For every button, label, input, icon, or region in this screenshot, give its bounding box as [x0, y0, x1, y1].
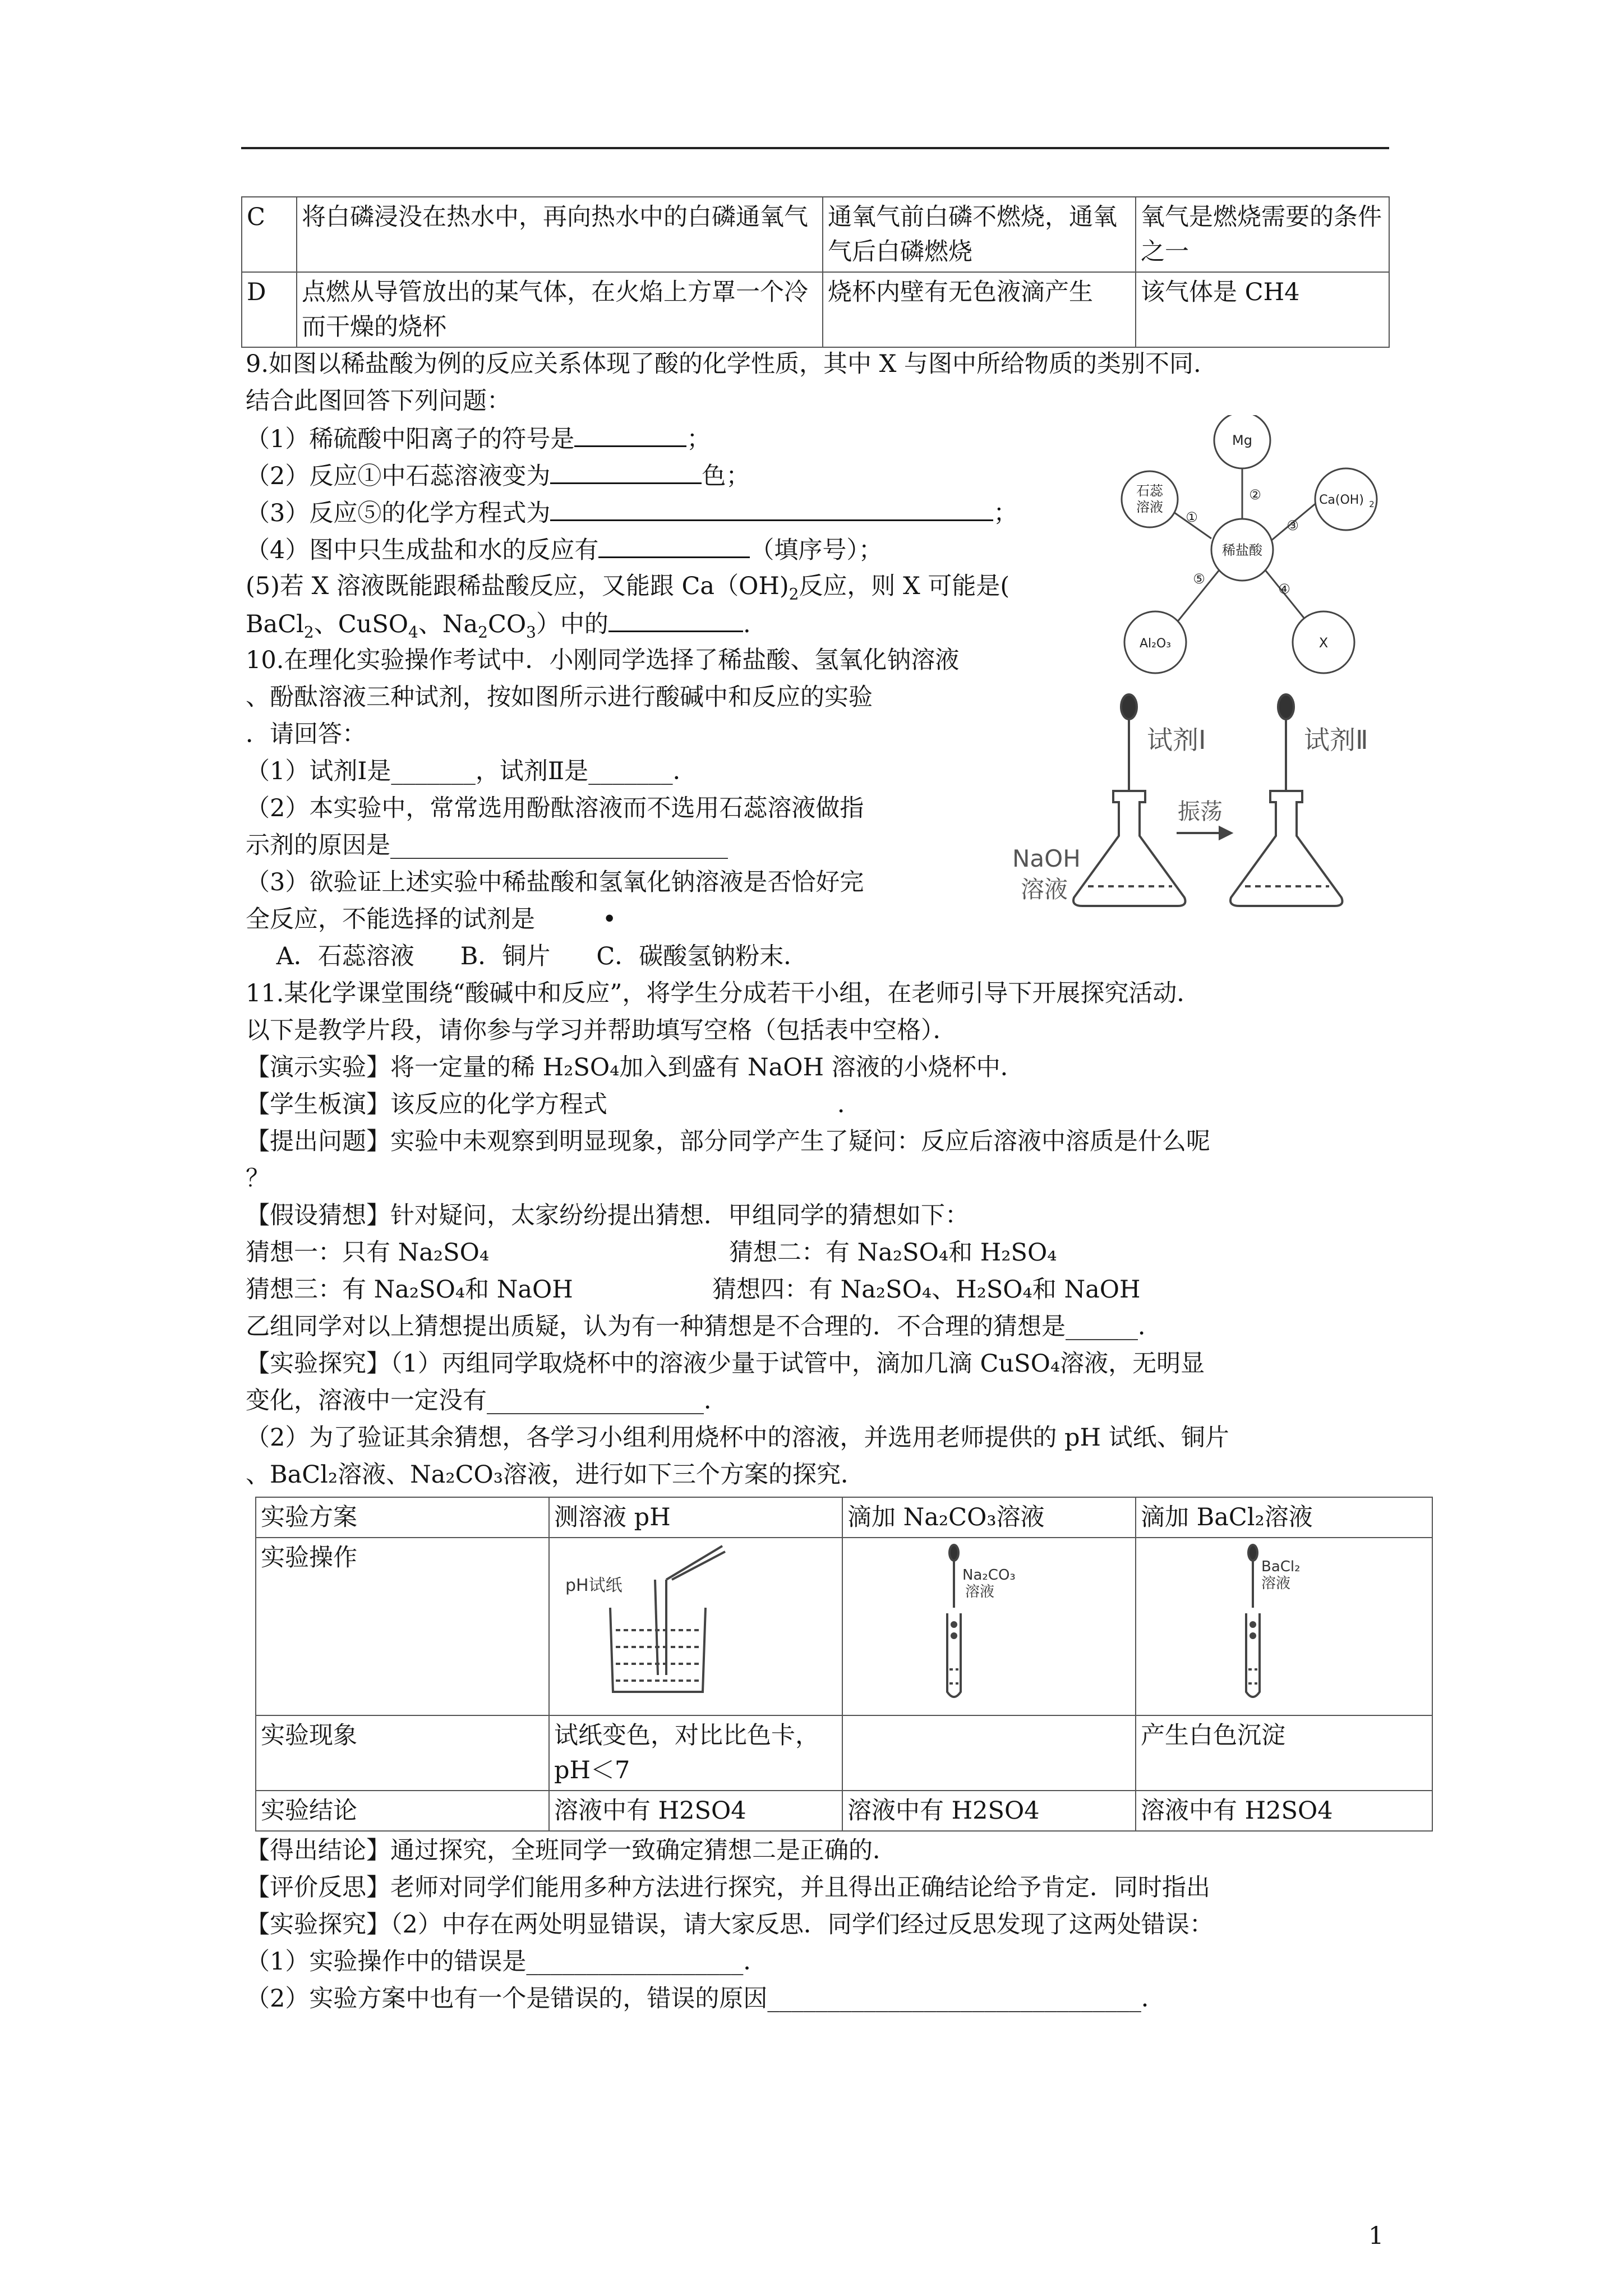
bacl2-label: BaCl₂	[1261, 1558, 1301, 1575]
q9-sub1-end: ；	[686, 425, 711, 453]
ph-strip	[655, 1580, 658, 1675]
reaction-number: ⑤	[1193, 571, 1205, 587]
conclusion-cell: 溶液中有 H2SO4	[842, 1791, 1136, 1831]
mg-label: Mg	[1232, 432, 1252, 448]
row-label: 实验操作	[256, 1538, 549, 1715]
dropper-bulb	[1248, 1545, 1257, 1561]
q11-line15: 【得出结论】通过探究，全班同学一致确定猜想二是正确的．	[246, 1837, 897, 1865]
na2co3-label: Na₂CO₃	[962, 1567, 1016, 1584]
phenomenon-cell: 烧杯内壁有无色液滴产生	[823, 272, 1136, 347]
litmus-label: 石蕊	[1136, 483, 1163, 499]
page-number: 1	[1368, 2222, 1384, 2250]
tweezer-arm	[666, 1546, 722, 1580]
guess-1: 猜想一：只有 Na₂SO₄	[246, 1239, 490, 1267]
q9-sub5-text: (5)若 X 溶液既能跟稀盐酸反应，又能跟 Ca（OH)	[246, 572, 789, 600]
q9-sub4-end: （填序号）；	[750, 536, 883, 564]
q10-options: A．石蕊溶液 B．铜片 C．碳酸氢钠粉末．	[246, 942, 808, 970]
q9-sub5-end: .	[743, 610, 751, 638]
conclusion-cell: 溶液中有 H2SO4	[549, 1791, 842, 1831]
q9-sub2-text: （2）反应①中石蕊溶液变为	[246, 462, 551, 490]
answer-blank[interactable]	[535, 903, 602, 927]
shake-label: 振荡	[1178, 799, 1223, 825]
bacl2-figure-cell	[1136, 1538, 1432, 1715]
q9-sub5-text3: ）中的	[536, 610, 608, 638]
guess-3: 猜想三：有 Na₂SO₄和 NaOH	[246, 1276, 573, 1304]
q11-line6: ？	[246, 1165, 270, 1193]
q9-sub4	[246, 532, 883, 568]
phenomenon-cell: 试纸变色，对比比色卡，pH＜7	[549, 1715, 842, 1791]
q11-line12: 变化，溶液中一定没有__________________．	[246, 1387, 728, 1415]
q10-line5: （2）本实验中，常常选用酚酞溶液而不选用石蕊溶液做指	[246, 794, 864, 822]
dropper-bulb	[949, 1545, 958, 1561]
q11-line1: 11.某化学课堂围绕“酸碱中和反应”，将学生分成若干小组，在老师引导下开展探究活动．	[246, 979, 1201, 1007]
table-row	[256, 1715, 1432, 1791]
arrow-head	[1220, 827, 1231, 839]
q10-line8	[246, 902, 616, 937]
litmus-label2: 溶液	[1136, 499, 1163, 515]
guess-4: 猜想四：有 Na₂SO₄、H₂SO₄和 NaOH	[712, 1276, 1141, 1304]
row-label: 实验现象	[256, 1715, 549, 1791]
q9-sub1-text: （1）稀硫酸中阳离子的符号是	[246, 425, 575, 453]
q11-line4: 【学生板演】该反应的化学方程式 ．	[246, 1091, 862, 1119]
titration-figure	[1009, 684, 1368, 931]
droplet	[952, 1622, 956, 1627]
answer-blank[interactable]	[550, 495, 993, 521]
table-row	[256, 1538, 1432, 1715]
caoh2-label: Ca(OH)	[1319, 493, 1364, 507]
row-label: D	[242, 272, 297, 347]
conical-flask	[1073, 791, 1186, 906]
q9-co3: CO	[487, 610, 527, 638]
phenomenon-cell: 通氧气前白磷不燃烧，通氧气后白磷燃烧	[823, 197, 1136, 272]
table-row	[256, 1791, 1432, 1831]
operation-cell: 点燃从导管放出的某气体，在火焰上方罩一个冷而干燥的烧杯	[297, 272, 823, 347]
naoh-label: NaOH	[1012, 845, 1081, 872]
q9-cuso4: 、CuSO	[313, 610, 409, 638]
droplet	[952, 1634, 956, 1638]
q11-line19: （2）实验方案中也有一个是错误的，错误的原因_______________________________．	[246, 1985, 1165, 2013]
q10-line8-text: 全反应，不能选择的试剂是	[246, 905, 535, 933]
q10-line4: （1）试剂Ⅰ是_______，试剂Ⅱ是_______．	[246, 757, 697, 785]
bacl2-solution-label: 溶液	[1261, 1575, 1291, 1592]
row-label: 实验结论	[256, 1791, 549, 1831]
q11-line13: （2）为了验证其余猜想，各学习小组利用烧杯中的溶液，并选用老师提供的 pH 试纸、铜片	[246, 1424, 1229, 1452]
table-row	[256, 1497, 1432, 1538]
q9-line2: 结合此图回答下列问题：	[246, 387, 511, 415]
droplet	[1251, 1622, 1255, 1627]
reaction-number: ③	[1287, 518, 1299, 533]
ph-figure-cell	[549, 1538, 842, 1715]
reaction-number: ②	[1249, 487, 1261, 503]
answer-blank[interactable]	[598, 532, 750, 558]
q9-sub3-text: （3）反应⑤的化学方程式为	[246, 499, 551, 527]
answer-blank[interactable]	[608, 606, 743, 632]
q11-line5: 【提出问题】实验中未观察到明显现象，部分同学产生了疑问：反应后溶液中溶质是什么呢	[246, 1128, 1210, 1156]
reaction-number: ④	[1278, 581, 1290, 597]
q9-na2co3: 、Na	[418, 610, 478, 638]
header-cell: 滴加 BaCl₂溶液	[1136, 1497, 1432, 1538]
guess-2: 猜想二：有 Na₂SO₄和 H₂SO₄	[729, 1239, 1057, 1267]
q11-line18: （1）实验操作中的错误是__________________．	[246, 1948, 768, 1976]
q10-line7: （3）欲验证上述实验中稀盐酸和氢氧化钠溶液是否恰好完	[246, 868, 864, 896]
q11-line3: 【演示实验】将一定量的稀 H₂SO₄加入到盛有 NaOH 溶液的小烧杯中．	[246, 1053, 1025, 1082]
reaction-number: ①	[1186, 509, 1198, 525]
q9-sub3-end: ；	[993, 499, 1018, 527]
q9-sub1	[246, 421, 711, 457]
hcl-label: 稀盐酸	[1222, 542, 1262, 558]
header-cell: 测溶液 pH	[549, 1497, 842, 1538]
q11-line17: 【实验探究】（2）中存在两处明显错误，请大家反思．同学们经过反思发现了这两处错误：	[246, 1911, 1214, 1939]
answer-blank[interactable]	[574, 421, 686, 447]
header-cell: 实验方案	[256, 1497, 549, 1538]
ph-paper-label: pH试纸	[565, 1576, 623, 1595]
header-rule	[241, 147, 1389, 149]
conclusion-cell: 氧气是燃烧需要的条件之一	[1136, 197, 1389, 272]
table-row	[242, 197, 1389, 272]
q9-sub4-text: （4）图中只生成盐和水的反应有	[246, 536, 599, 564]
q11-line11: 【实验探究】（1）丙组同学取烧杯中的溶液少量于试管中，滴加几滴 CuSO₄溶液，无明显	[246, 1350, 1205, 1378]
operation-cell: 将白磷浸没在热水中，再向热水中的白磷通氧气	[297, 197, 823, 272]
answer-blank[interactable]	[550, 458, 702, 484]
tweezer-arm	[672, 1552, 725, 1580]
conclusion-cell: 溶液中有 H2SO4	[1136, 1791, 1432, 1831]
reagent-1-label: 试剂Ⅰ	[1147, 725, 1206, 755]
conclusion-cell: 该气体是 CH4	[1136, 272, 1389, 347]
q11-line2: 以下是教学片段，请你参与学习并帮助填写空格（包括表中空格）．	[246, 1016, 957, 1045]
solution-label: 溶液	[1021, 876, 1068, 903]
phenomenon-cell	[842, 1715, 1136, 1791]
q10-line3: ．请回答：	[246, 720, 366, 748]
conical-flask	[1230, 791, 1343, 906]
caoh2-subscript: 2	[1369, 499, 1375, 509]
dropper-bulb	[1278, 694, 1294, 719]
q9-sub2	[246, 458, 750, 494]
table-row	[242, 272, 1389, 347]
q9-bacl2: BaCl	[246, 610, 304, 638]
q9-sub5-cont: BaCl$_2$、CuSO$_4$、$Na_2CO_3$）中的 .	[246, 606, 751, 650]
q9-sub5-text2: 反应，则 X 可能是(	[799, 572, 1010, 600]
q10-line1: 10.在理化实验操作考试中．小刚同学选择了稀盐酸、氢氧化钠溶液	[246, 646, 960, 674]
na2co3-figure-cell	[842, 1538, 1136, 1715]
na2co3-solution-label: 溶液	[965, 1584, 995, 1600]
q10-line6: 示剂的原因是____________________________	[246, 831, 728, 859]
row-label: C	[242, 197, 297, 272]
q11-line7: 【假设猜想】针对疑问，太家纷纷提出猜想．甲组同学的猜想如下：	[246, 1202, 969, 1230]
x-label: X	[1318, 635, 1329, 651]
na2co3-dropper-figure	[847, 1540, 1083, 1703]
experiment-table	[255, 1497, 1433, 1832]
q9-line1: 9.如图以稀盐酸为例的反应关系体现了酸的化学性质，其中 X 与图中所给物质的类别不同.	[246, 350, 1201, 378]
dropper-bulb	[1121, 694, 1137, 719]
q11-line16: 【评价反思】老师对同学们能用多种方法进行探究，并且得出正确结论给予肯定．同时指出	[246, 1874, 1210, 1902]
q10-line8-dot: •	[602, 905, 617, 933]
options-table	[241, 196, 1390, 348]
q9-sub3	[246, 495, 1017, 531]
phenomenon-cell: 产生白色沉淀	[1136, 1715, 1432, 1791]
q11-line10: 乙组同学对以上猜想提出质疑，认为有一种猜想是不合理的．不合理的猜想是______．	[246, 1313, 1162, 1341]
q9-sub2-end: 色；	[702, 462, 750, 490]
header-cell: 滴加 Na₂CO₃溶液	[842, 1497, 1136, 1538]
acid-reaction-diagram	[1099, 415, 1402, 679]
al2o3-label: Al₂O₃	[1139, 637, 1172, 651]
reagent-2-label: 试剂Ⅱ	[1304, 725, 1368, 755]
q10-line2: 、酚酞溶液三种试剂，按如图所示进行酸碱中和反应的实验	[246, 683, 873, 711]
bacl2-dropper-figure	[1141, 1540, 1376, 1703]
droplet	[1251, 1634, 1255, 1638]
q9-sub5: (5)若 X 溶液既能跟稀盐酸反应，又能跟 $Ca(OH)_2$反应，则 X 可能是(	[246, 572, 1010, 604]
q11-line14: 、BaCl₂溶液、Na₂CO₃溶液，进行如下三个方案的探究．	[246, 1461, 865, 1489]
ph-test-figure	[554, 1540, 790, 1703]
